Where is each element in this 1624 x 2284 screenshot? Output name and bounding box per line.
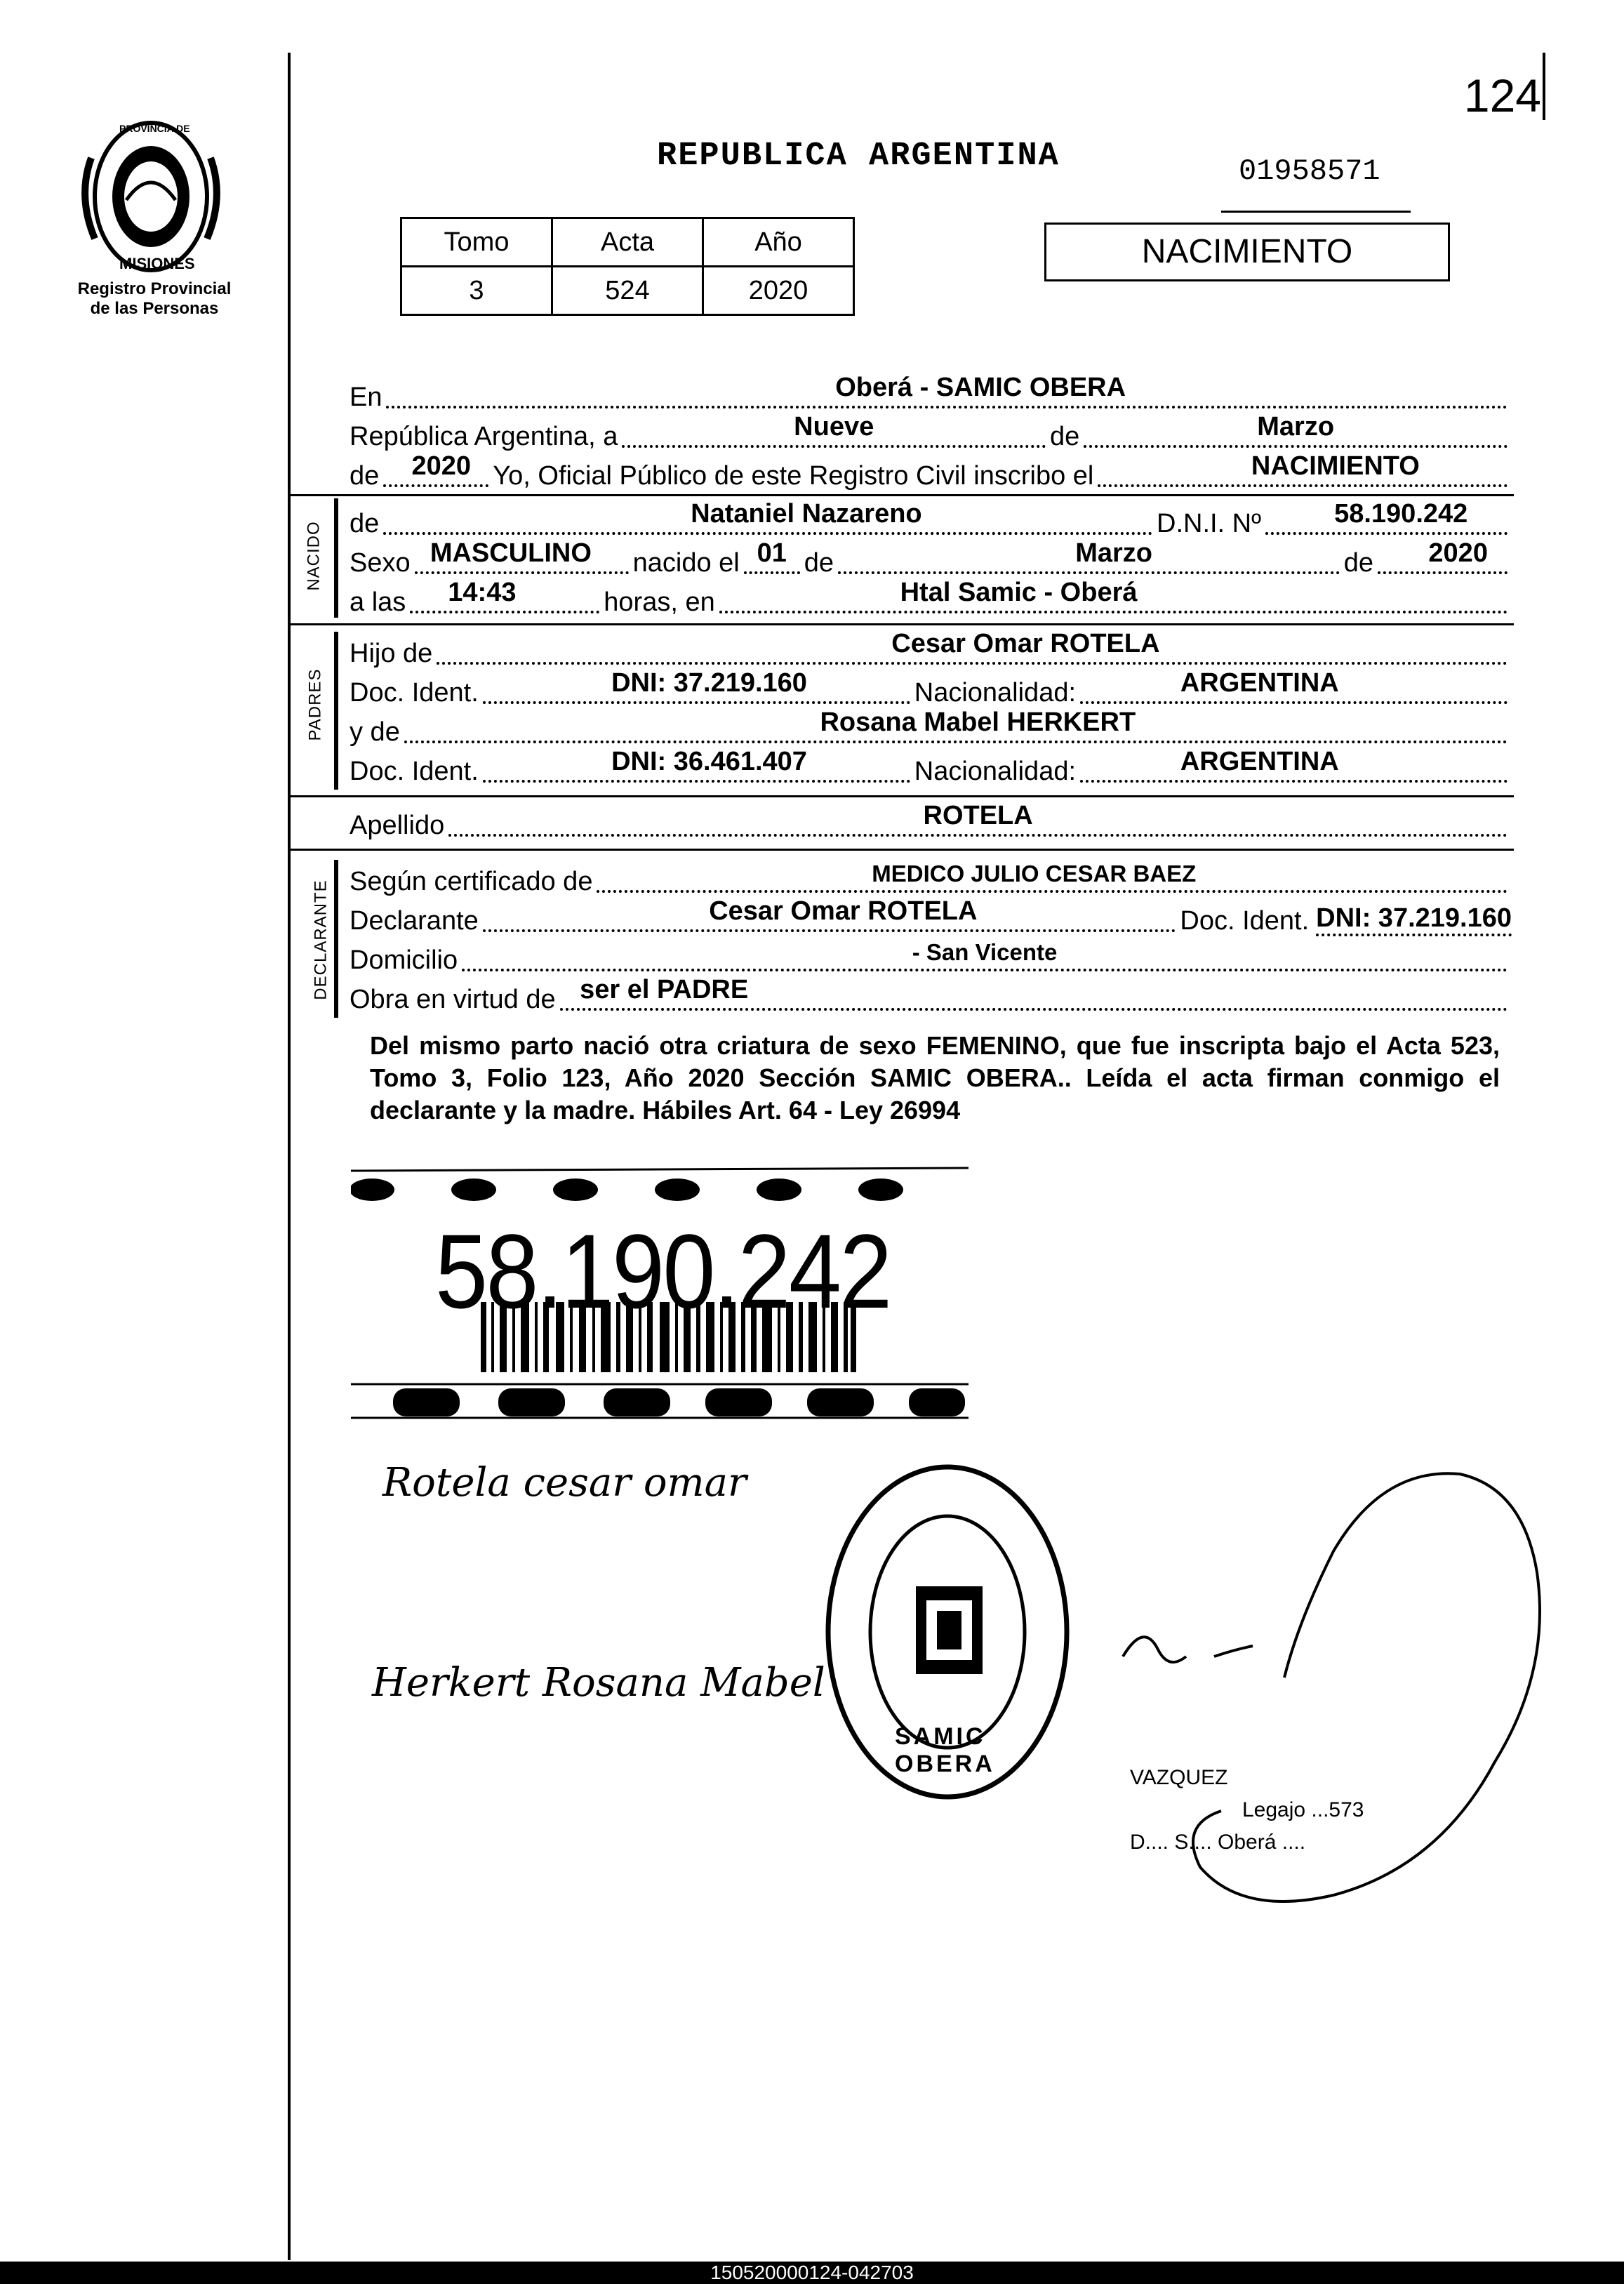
serial-number: 01958571 — [1239, 154, 1380, 188]
mother-doc: DNI: 36.461.407 — [611, 747, 807, 776]
mother-dots — [404, 708, 1507, 743]
signature-mother: Herkert Rosana Mabel — [372, 1660, 825, 1706]
year-value: 2020 — [411, 451, 472, 481]
month-dots — [1084, 412, 1507, 448]
row-en — [350, 373, 1512, 413]
place-dots — [719, 578, 1507, 613]
document-title: REPUBLICA ARGENTINA — [657, 138, 1060, 175]
anio-header: Año — [703, 218, 854, 267]
en-value: Oberá - SAMIC OBERA — [835, 373, 1126, 402]
row-hijo — [350, 629, 1512, 669]
father-doc: DNI: 37.219.160 — [611, 668, 807, 698]
official-stamp — [804, 1432, 1081, 1839]
row-obra — [350, 975, 1512, 1015]
record-box — [400, 217, 855, 316]
acta-header: Acta — [552, 218, 703, 267]
record-type: NACIMIENTO — [1044, 223, 1450, 281]
mother-nationality: ARGENTINA — [1180, 747, 1339, 776]
obra-value: ser el PADRE — [580, 975, 749, 1004]
seal-top-text: PROVINCIA DE — [119, 123, 190, 134]
day-dots — [622, 412, 1046, 448]
apellido-dots — [448, 801, 1507, 837]
row-segun — [350, 863, 1512, 897]
page-number: 124 — [1463, 69, 1541, 121]
birth-month: Marzo — [1075, 538, 1153, 568]
hijo-label: Hijo de — [350, 639, 433, 668]
de-label: de — [1050, 422, 1080, 451]
observations-paragraph: Del mismo parto nació otra criatura de sexo FEMENINO, que fue inscripta bajo el Acta 523, Tomo 3, Folio 123, Año 2020 Sección SAMIC OBERA.. Leída el acta firman conmigo el declarante y la madre. Hábiles Art. 64 - Ley 26994 — [370, 1031, 1500, 1124]
birth-month-dots — [838, 538, 1340, 574]
segun-label: Según certificado de — [350, 867, 593, 896]
official-seal-line2: Legajo ...573 — [1242, 1798, 1364, 1821]
nacido-bracket — [334, 498, 338, 618]
row-republica — [350, 412, 1512, 452]
nacido-side-label: NACIDO — [304, 521, 324, 591]
tomo-value: 3 — [401, 267, 552, 315]
domicilio-label: Domicilio — [350, 945, 458, 975]
domicilio-dots — [462, 939, 1507, 971]
registry-line2: de las Personas — [90, 299, 219, 318]
father-nationality: ARGENTINA — [1180, 668, 1339, 698]
apellido-label: Apellido — [350, 811, 445, 840]
row-apellido — [350, 801, 1512, 841]
child-name: Nataniel Nazareno — [691, 499, 922, 529]
horas-label: horas, en — [604, 587, 715, 617]
birth-day-dots — [744, 538, 800, 574]
registry-name — [63, 279, 246, 319]
separator-2 — [289, 623, 1514, 625]
birth-time: 14:43 — [448, 578, 517, 607]
segun-dots — [597, 861, 1507, 893]
obra-label: Obra en virtud de — [350, 985, 556, 1014]
declarante-dots — [483, 896, 1176, 932]
id-stamp-number: 58.190.242 — [435, 1212, 891, 1330]
declarante-label: Declarante — [350, 906, 479, 936]
signature-father: Rotela cesar omar — [382, 1460, 747, 1506]
inscribo-dots — [1098, 451, 1507, 487]
sexo-label: Sexo — [350, 548, 411, 578]
row-mother-doc — [350, 747, 1512, 787]
birth-year: 2020 — [1428, 538, 1488, 568]
serial-underline — [1221, 211, 1411, 213]
time-dots — [410, 578, 599, 613]
padres-bracket — [334, 632, 338, 790]
dni-label: D.N.I. Nº — [1157, 509, 1261, 538]
en-dots — [386, 373, 1507, 409]
separator-1 — [289, 494, 1514, 496]
row-domicilio — [350, 939, 1512, 976]
year-dots — [383, 451, 488, 487]
tomo-header: Tomo — [401, 218, 552, 267]
birth-place: Htal Samic - Oberá — [900, 578, 1138, 607]
de2-label: de — [350, 461, 380, 491]
provincial-seal — [77, 116, 225, 281]
segun-value: MEDICO JULIO CESAR BAEZ — [872, 861, 1197, 887]
row-declarante — [350, 896, 1512, 936]
padres-side-label: PADRES — [305, 668, 325, 741]
row-oficial — [350, 451, 1512, 491]
mother-doc-dots — [483, 747, 910, 783]
de-label-2: de — [804, 548, 834, 578]
official-seal-text — [1130, 1762, 1364, 1859]
nac-label: Nacionalidad: — [914, 678, 1077, 708]
father-dots — [437, 629, 1507, 665]
row-sexo — [350, 538, 1512, 578]
dni-dots — [1265, 499, 1507, 535]
father-nat-dots — [1080, 668, 1507, 704]
father-name: Cesar Omar ROTELA — [891, 629, 1160, 658]
seal-bottom-text: MISIONES — [119, 255, 195, 272]
registry-line1: Registro Provincial — [77, 279, 232, 298]
official-seal-line3: D.... S.... Oberá .... — [1130, 1831, 1306, 1854]
row-father-doc — [350, 668, 1512, 708]
en-label: En — [350, 383, 382, 412]
declarante-doc: DNI: 37.219.160 — [1316, 903, 1512, 936]
sexo-dots — [415, 538, 629, 574]
acta-value: 524 — [552, 267, 703, 315]
sexo-value: MASCULINO — [430, 538, 592, 568]
nacido-label: nacido el — [632, 548, 740, 578]
domicilio-value: - San Vicente — [912, 939, 1058, 965]
left-margin-line — [288, 53, 291, 2260]
day-value: Nueve — [794, 412, 874, 441]
row-nacido-name — [350, 499, 1512, 539]
birth-year-dots — [1378, 538, 1507, 574]
yde-label: y de — [350, 717, 400, 747]
apellido-value: ROTELA — [923, 801, 1033, 830]
child-dni: 58.190.242 — [1334, 499, 1468, 529]
doc-label-2: Doc. Ident. — [350, 757, 479, 786]
oficial-text: Yo, Oficial Público de este Registro Civil inscribo el — [493, 461, 1094, 491]
doc-label: Doc. Ident. — [350, 678, 479, 708]
republica-label: República Argentina, a — [350, 422, 618, 451]
declarante-bracket — [334, 860, 338, 1018]
name-dots — [383, 499, 1152, 535]
obra-dots — [560, 975, 1507, 1011]
separator-4 — [289, 849, 1514, 851]
decl-doc-label: Doc. Ident. — [1180, 906, 1310, 936]
right-margin-line — [1543, 53, 1545, 120]
month-value: Marzo — [1257, 412, 1335, 441]
separator-3 — [289, 795, 1514, 797]
mother-nat-dots — [1080, 747, 1507, 783]
stamp-ring-bottom: SAMIC OBERA — [895, 1723, 995, 1777]
row-hora — [350, 578, 1512, 618]
footer-id: 150520000124-042703 — [0, 2262, 1624, 2284]
alas-label: a las — [350, 587, 406, 617]
inscribo-value: NACIMIENTO — [1251, 451, 1420, 481]
row-ydo — [350, 708, 1512, 748]
birth-day: 01 — [757, 538, 787, 568]
declarante-name: Cesar Omar ROTELA — [709, 896, 978, 926]
official-seal-line1: VAZQUEZ — [1130, 1766, 1228, 1789]
de-label-3: de — [1343, 548, 1373, 578]
nacido-de-label: de — [350, 509, 380, 538]
anio-value: 2020 — [703, 267, 854, 315]
declarante-side-label: DECLARANTE — [311, 879, 331, 1000]
mother-name: Rosana Mabel HERKERT — [820, 708, 1136, 737]
father-doc-dots — [483, 668, 910, 704]
nac-label-2: Nacionalidad: — [914, 757, 1077, 786]
